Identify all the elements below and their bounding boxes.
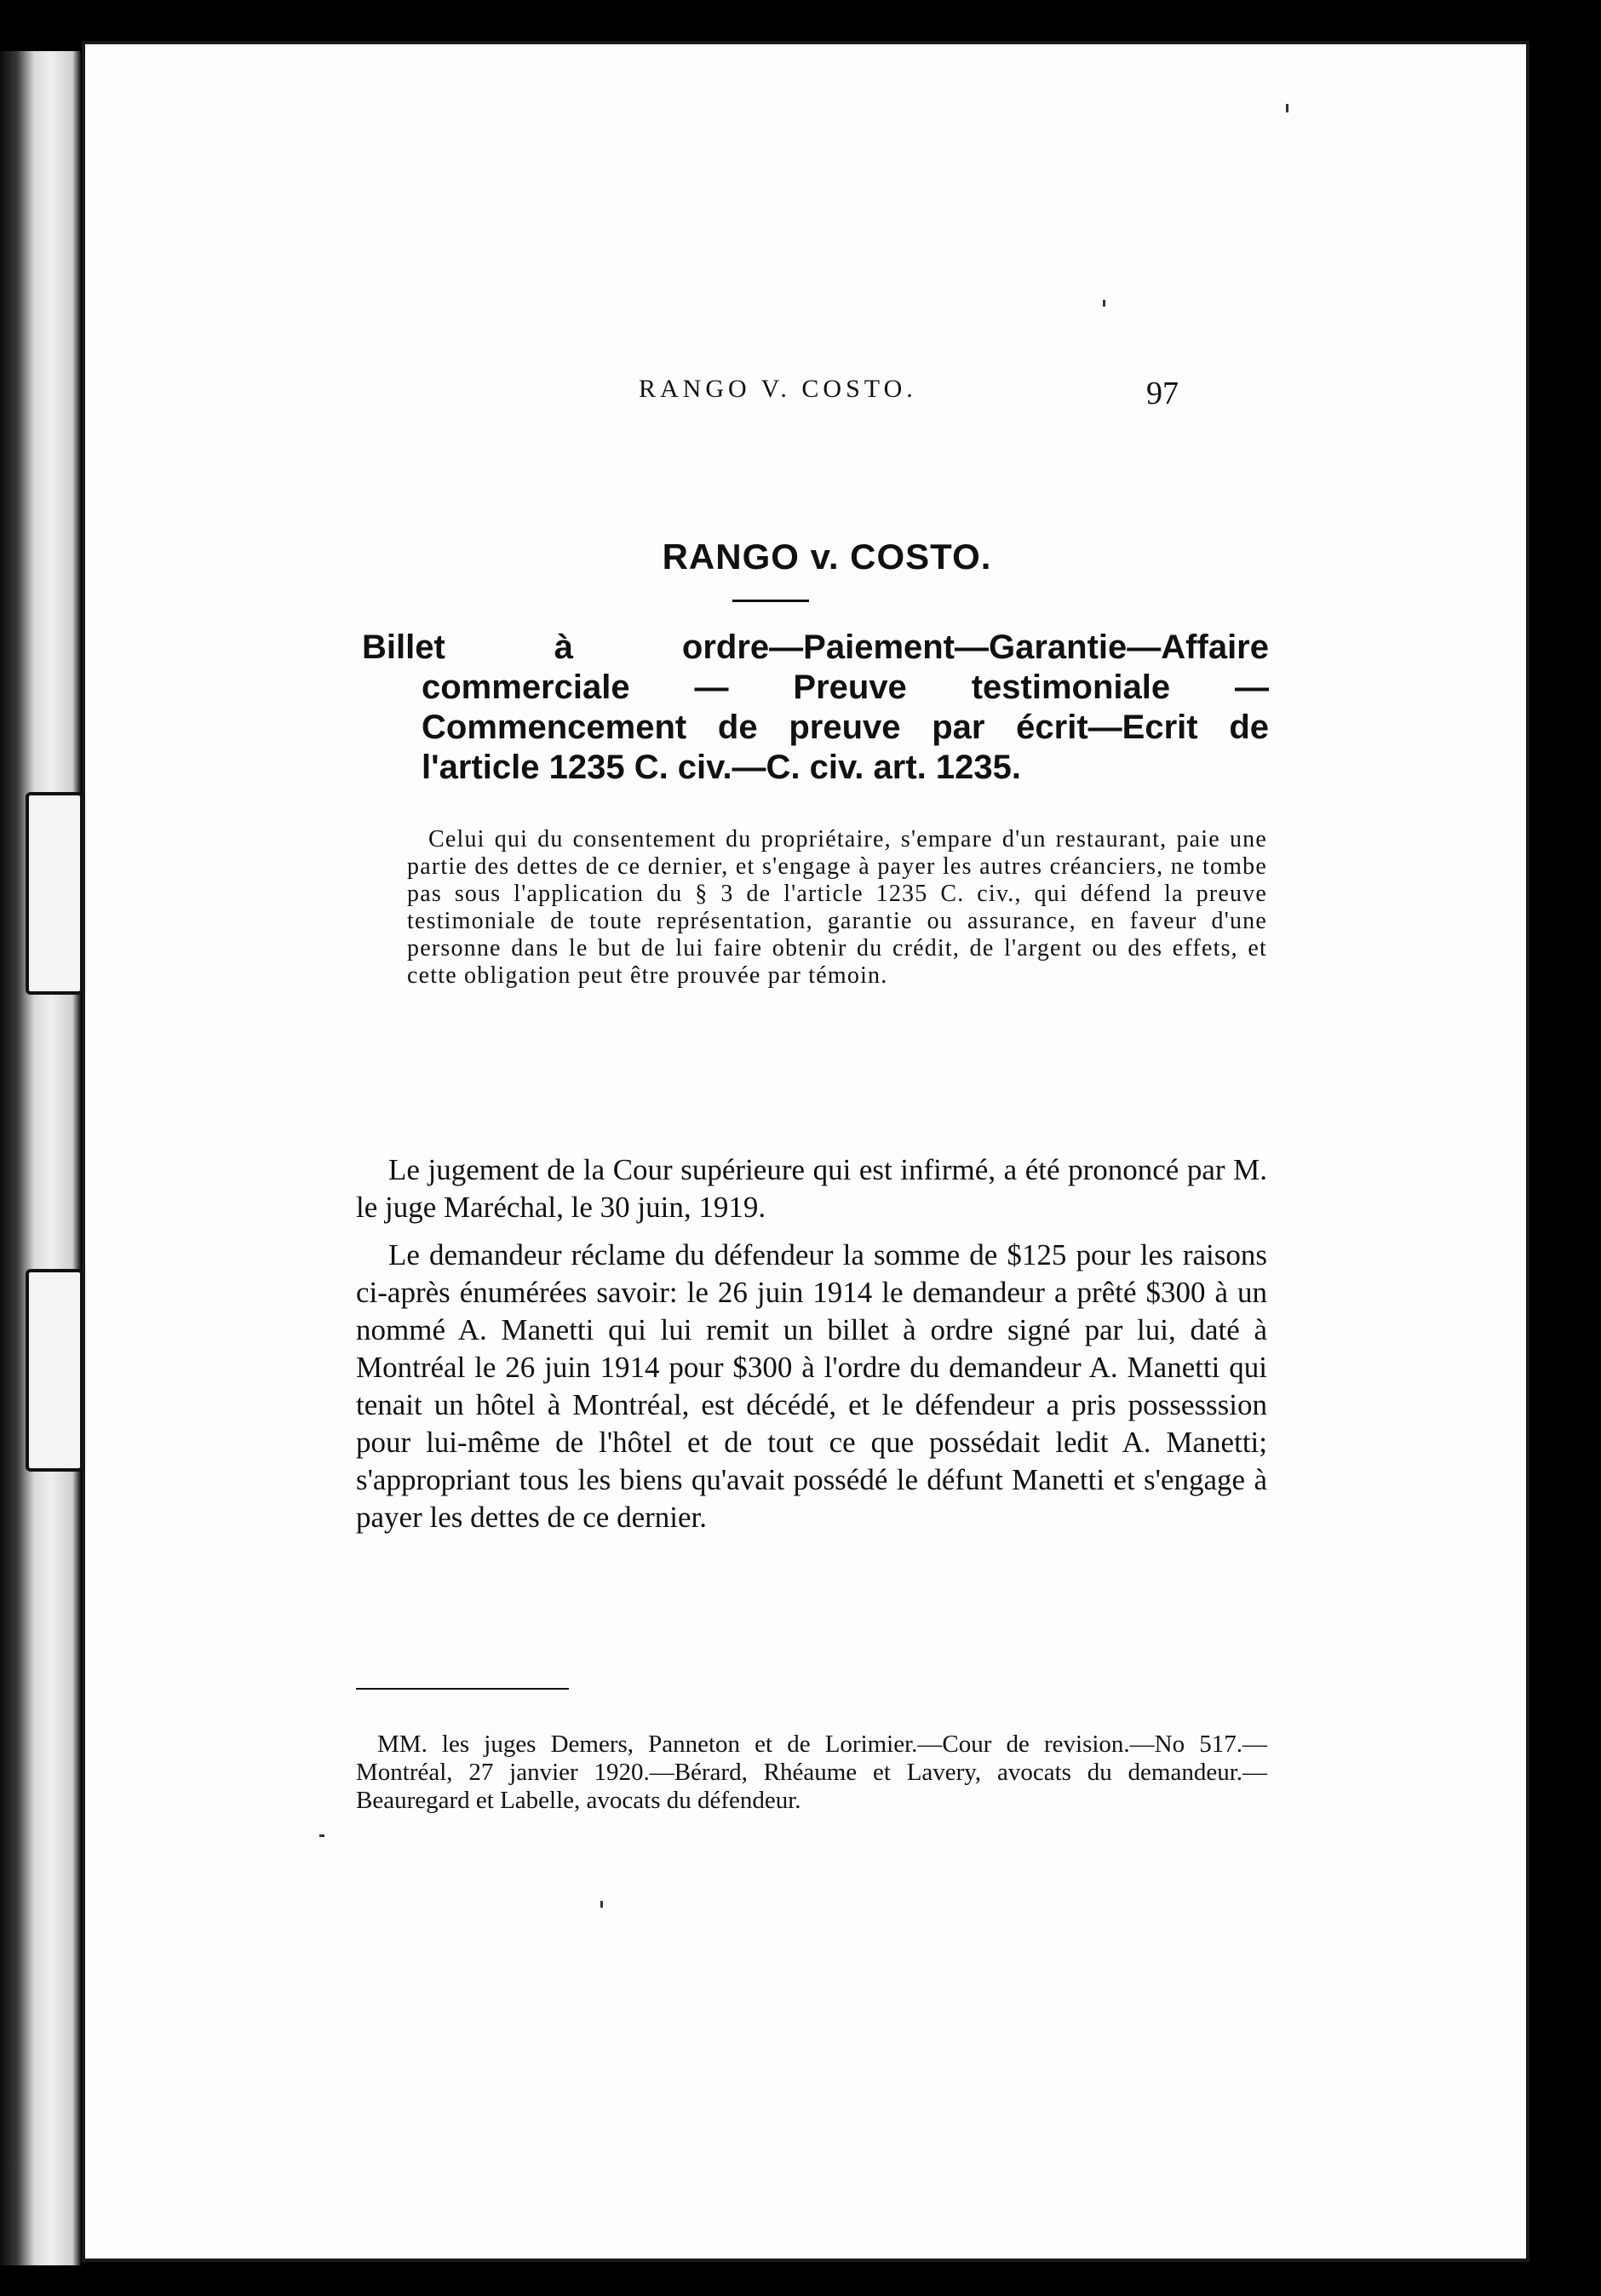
page-number: 97 xyxy=(1146,376,1179,411)
footnote: MM. les juges Demers, Panneton et de Lorimier.—Cour de revision.—No 517.—Montréal, 27 janvier 1920.—Bérard, Rhéaume et Lavery, avocats du demandeur.—Beauregard et Labelle, avocats du défendeur. xyxy=(356,1731,1267,1814)
case-title: RANGO v. COSTO. xyxy=(662,537,992,577)
running-header xyxy=(85,375,1526,417)
headnote-keywords: Billet à ordre—Paiement—Garantie—Affaire commerciale — Preuve testimoniale — Commencement de preuve par écrit—Ecrit de l'article 1235 C. civ.—C. civ. art. 1235. xyxy=(362,629,1269,786)
body-paragraph: Le jugement de la Cour supérieure qui est infirmé, a été prononcé par M. le juge Maréchal, le 30 juin, 1919. xyxy=(356,1153,1267,1224)
title-divider xyxy=(732,600,809,602)
binding-clip xyxy=(26,1269,83,1472)
binding-clip xyxy=(26,792,83,995)
scan-speck xyxy=(1103,300,1105,307)
scan-speck xyxy=(319,1834,324,1837)
body-paragraph: Le demandeur réclame du défendeur la somme de $125 pour les raisons ci-après énumérées savoir: le 26 juin 1914 le demandeur a prêté $300 à un nommé A. Manetti qui lui remit un billet à ordre signé par lui, daté à Montréal le 26 juin 1914 pour $300 à l'ordre du demandeur A. Manetti qui tenait un hôtel à Montréal, est décédé, et le défendeur a pris possesssion pour lui-même de l'hôtel et de tout ce que possédait ledit A. Manetti; s'appropriant tous les biens qu'avait possédé le défunt Manetti et s'engage à payer les dettes de ce dernier. xyxy=(356,1238,1267,1534)
running-title: RANGO V. COSTO. xyxy=(639,375,917,403)
scan-speck xyxy=(1286,104,1288,112)
body-text xyxy=(356,1151,1267,1547)
footnote-divider xyxy=(356,1688,569,1690)
scanned-page xyxy=(85,44,1526,2259)
case-summary: Celui qui du consentement du propriétaire, s'empare d'un restaurant, paie une partie des dettes de ce dernier, et s'engage à payer les autres créanciers, ne tombe pas sous l'application du § 3 de l'article 1235 C. civ., qui défend la preuve testimoniale de toute représentation, garantie ou assurance, en faveur d'une personne dans le but de lui faire obtenir du crédit, de l'argent ou des effets, et cette obligation peut être prouvée par témoin. xyxy=(407,826,1267,989)
scan-speck xyxy=(600,1901,603,1908)
book-binding-edge xyxy=(0,51,81,2265)
